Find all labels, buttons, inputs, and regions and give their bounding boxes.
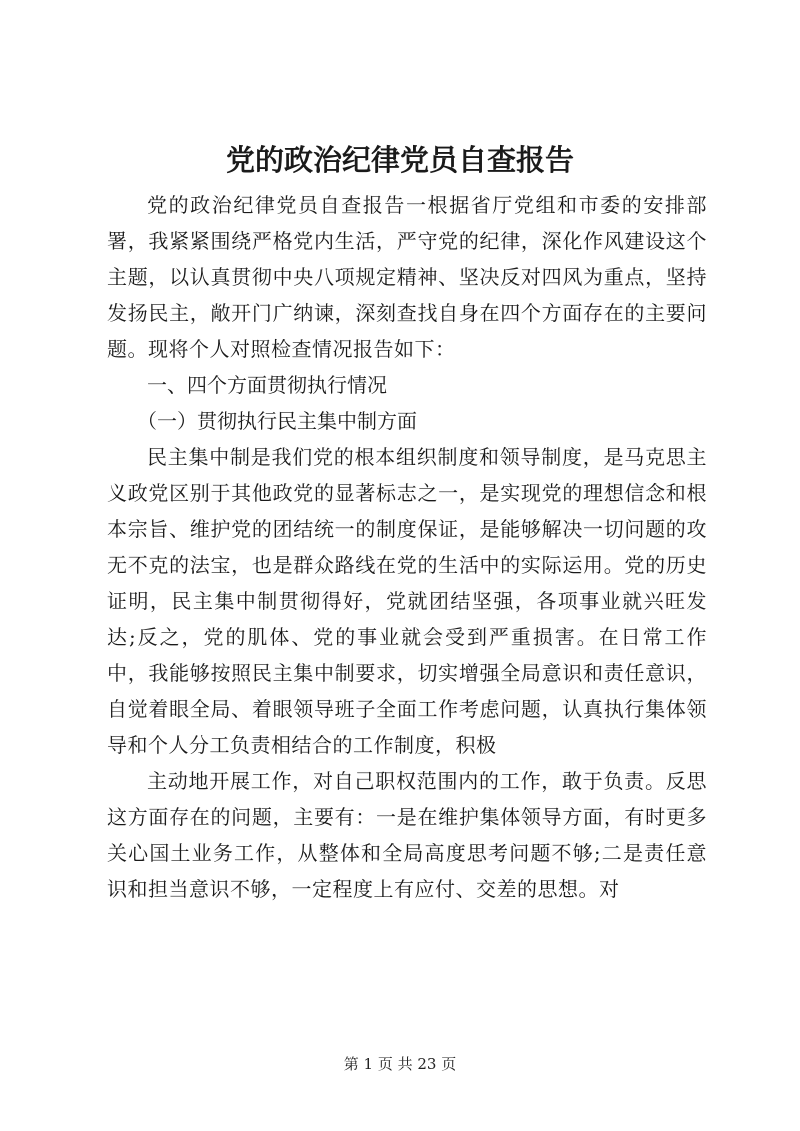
body-paragraph-continued: 主动地开展工作，对自己职权范围内的工作，敢于负责。反思这方面存在的问题，主要有：一是在维护集体领导方面，有时更多关心国土业务工作，从整体和全局高度思考问题不够;二是责任意识和担当意识不够，一定程度上有应付、交差的思想。对 [107, 769, 707, 901]
document-body [107, 187, 707, 907]
subsection-heading: （一）贯彻执行民主集中制方面 [137, 409, 417, 433]
section-heading: 一、四个方面贯彻执行情况 [147, 373, 387, 397]
intro-paragraph: 党的政治纪律党员自查报告一根据省厅党组和市委的安排部署，我紧紧围绕严格党内生活，严守党的纪律，深化作风建设这个主题，以认真贯彻中央八项规定精神、坚决反对四风为重点，坚持发扬民主，敞开门广纳谏，深刻查找自身在四个方面存在的主要问题。现将个人对照检查情况报告如下： [107, 193, 707, 361]
page-number-footer: 第 1 页 共 23 页 [343, 1055, 457, 1073]
page-title: 党的政治纪律党员自查报告 [225, 143, 574, 177]
body-paragraph: 民主集中制是我们党的根本组织制度和领导制度，是马克思主义政党区别于其他政党的显著标志之一，是实现党的理想信念和根本宗旨、维护党的团结统一的制度保证，是能够解决一切问题的攻无不克的法宝，也是群众路线在党的生活中的实际运用。党的历史证明，民主集中制贯彻得好，党就团结坚强，各项事业就兴旺发达;反之，党的肌体、党的事业就会受到严重损害。在日常工作中，我能够按照民主集中制要求，切实增强全局意识和责任意识，自觉着眼全局、着眼领导班子全面工作考虑问题，认真执行集体领导和个人分工负责相结合的工作制度，积极 [107, 445, 707, 757]
